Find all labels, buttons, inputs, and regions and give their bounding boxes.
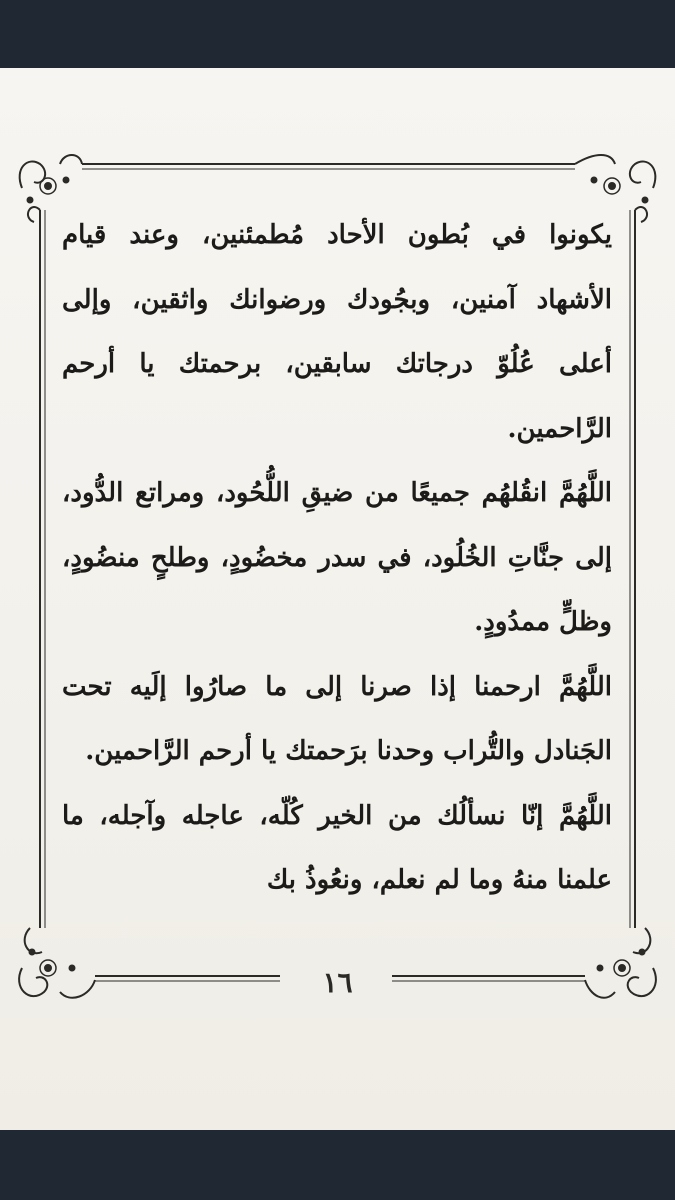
paragraph-3: اللَّهُمَّ ارحمنا إذا صرنا إلى ما صارُوا إلَيه تحت الجَنادل والتُّراب وحدنا برَحمتك يا أرحم الرَّاحمين. [62, 671, 612, 766]
body-text [62, 203, 612, 913]
book-page [0, 68, 675, 1130]
paragraph-4: اللَّهُمَّ إنّا نسألُك من الخير كُلّه، عاجله وآجله، ما علمنا منهُ وما لم نعلم، ونعُوذُ بك [62, 800, 612, 895]
paragraph-1: يكونوا في بُطون الأحاد مُطمئنين، وعند قيام الأشهاد آمنين، وبجُودك ورضوانك واثقين، وإلى أعلى عُلُوّ درجاتك سابقين، برحمتك يا أرحم الرَّاحمين. [62, 220, 612, 444]
paragraph-2: اللَّهُمَّ انقُلهُم جميعًا من ضيقِ اللُّحُود، ومراتع الدُّود، إلى جنَّاتِ الخُلُود، في سدر مخضُودٍ، وطلحٍ منضُودٍ، وظلٍّ ممدُودٍ. [62, 478, 612, 637]
bottom-dark-band [0, 1130, 675, 1200]
page-number: ١٦ [322, 966, 353, 999]
top-dark-band [0, 0, 675, 68]
